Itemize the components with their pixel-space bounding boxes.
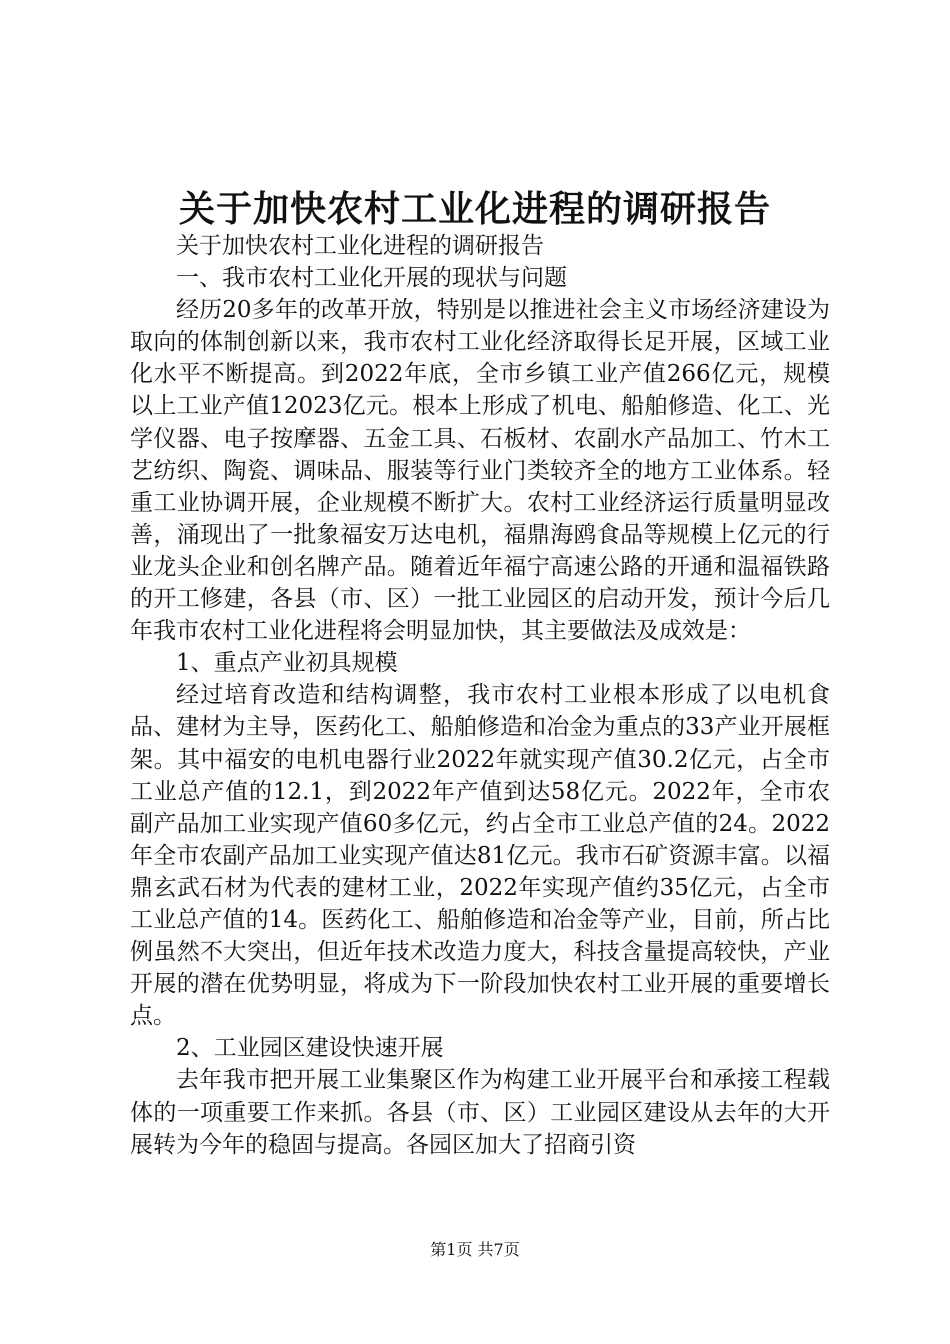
body-paragraph: 经历20多年的改革开放，特别是以推进社会主义市场经济建设为取向的体制创新以来，我市农村工业化经济取得长足开展，区域工业化水平不断提高。到2022年底，全市乡镇工业产值266亿元，规模以上工业产值12023亿元。根本上形成了机电、船舶修造、化工、光学仪器、电子按摩器、五金工具、石板材、农副水产品加工、竹木工艺纺织、陶瓷、调味品、服装等行业门类较齐全的地方工业体系。轻重工业协调开展，企业规模不断扩大。农村工业经济运行质量明显改善，涌现出了一批象福安万达电机，福鼎海鸥食品等规模上亿元的行业龙头企业和创名牌产品。随着近年福宁高速公路的开通和温福铁路的开工修建，各县（市、区）一批工业园区的启动开发，预计今后几年我市农村工业化进程将会明显加快，其主要做法及成效是： (130, 297, 830, 645)
subsection-heading: 2、工业园区建设快速开展 (176, 1035, 444, 1062)
body-paragraph: 经过培育改造和结构调整，我市农村工业根本形成了以电机食品、建材为主导，医药化工、船舶修造和冶金为重点的33产业开展框架。其中福安的电机电器行业2022年就实现产值30.2亿元，占全市工业总产值的12.1，到2022年产值到达58亿元。2022年，全市农副产品加工业实现产值60多亿元，约占全市工业总产值的24。2022年全市农副产品加工业实现产值达81亿元。我市石矿资源丰富。以福鼎玄武石材为代表的建材工业，2022年实现产值约35亿元，占全市工业总产值的14。医药化工、船舶修造和冶金等产业，目前，所占比例虽然不大突出，但近年技术改造力度大，科技含量提高较快，产业开展的潜在优势明显，将成为下一阶段加快农村工业开展的重要增长点。 (130, 682, 830, 1030)
document-title: 关于加快农村工业化进程的调研报告 (178, 188, 771, 230)
subsection-heading: 1、重点产业初具规模 (176, 650, 398, 677)
body-paragraph: 去年我市把开展工业集聚区作为构建工业开展平台和承接工程载体的一项重要工作来抓。各县（市、区）工业园区建设从去年的大开展转为今年的稳固与提高。各园区加大了招商引资 (130, 1067, 830, 1158)
section-heading: 一、我市农村工业化开展的现状与问题 (176, 265, 567, 292)
page-footer: 第1页 共7页 (430, 1240, 520, 1259)
subtitle-paragraph: 关于加快农村工业化进程的调研报告 (176, 233, 544, 259)
document-body (130, 230, 830, 1161)
